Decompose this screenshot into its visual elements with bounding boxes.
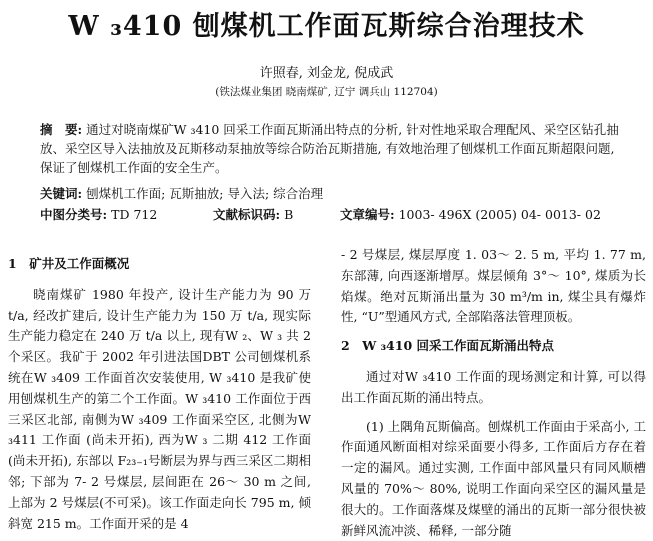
keywords bbox=[40, 184, 620, 202]
affiliation: (铁法煤业集团 晓南煤矿, 辽宁 调兵山 112704) bbox=[215, 86, 438, 98]
paper-title: W ₃410 刨煤机工作面瓦斯综合治理技术 bbox=[68, 11, 585, 42]
left-column bbox=[8, 254, 311, 534]
right-column bbox=[341, 245, 646, 541]
section-2-heading: 2 W ₃410 回采工作面瓦斯涌出特点 bbox=[341, 338, 555, 354]
section-1-heading: 1 矿井及工作面概况 bbox=[8, 256, 130, 271]
article-number bbox=[340, 205, 601, 223]
abstract-text: 通过对晓南煤矿W ₃410 回采工作面瓦斯涌出特点的分析, 针对性地采取合理配风、采空区钻孔抽放、采空区导入法抽放及瓦斯移动泵抽放等综合防治瓦斯措施, 有效地治理了刨煤机工作面瓦斯超限问题, 保证了刨煤机工作面的安全生产。 bbox=[40, 122, 619, 175]
article-label: 文章编号: bbox=[340, 207, 395, 222]
doc-code bbox=[213, 205, 293, 223]
clc-label: 中图分类号: bbox=[40, 207, 108, 222]
keywords-text: 刨煤机工作面; 瓦斯抽放; 导入法; 综合治理 bbox=[86, 186, 324, 201]
abstract bbox=[40, 120, 620, 177]
continued-paragraph: - 2 号煤层, 煤层厚度 1. 03～ 2. 5 m, 平均 1. 77 m, 东部薄, 向西逐渐增厚。煤层倾角 3°～ 10°, 煤质为长焰煤。绝对瓦斯涌出量为 30 m³/m in, 煤尘具有爆炸性, “U”型通风方式, 全部陷落法管理顶板。 bbox=[341, 247, 646, 325]
doc-value: B bbox=[284, 207, 294, 222]
abstract-label: 摘 要: bbox=[40, 122, 83, 137]
authors: 许照春, 刘金龙, 倪成武 bbox=[259, 66, 394, 81]
keywords-label: 关键词: bbox=[40, 186, 83, 201]
doc-label: 文献标识码: bbox=[213, 207, 281, 222]
clc-value: TD 712 bbox=[111, 207, 158, 222]
article-value: 1003- 496X (2005) 04- 0013- 02 bbox=[398, 207, 601, 222]
section-1-paragraph: 晓南煤矿 1980 年投产, 设计生产能力为 90 万 t/a, 经改扩建后, 设计生产能力为 150 万 t/a, 现实际生产能力稳定在 240 万 t/a 以上, 现有W ₂、W ₃ 共 2 个采区。我矿于 2002 年引进法国DBT 公司刨煤机系统在W ₃409 工作面首次安装使用, W ₃410 是我矿使用刨煤机生产的第二个工作面。W ₃410 工作面位于西三采区北部, 南侧为W ₃409 工作面采空区, 北侧为W ₃411 工作面 (尚未开拓), 西为W ₃ 二期 412 工作面(尚未开拓), 东部以 F₂₃₋₁号断层为界与西三采区二期相邻; 下部为 7- 2 号煤层, 层间距在 26～ 30 m 之间, 上部为 2 号煤层(不可采)。该工作面走向长 795 m, 倾斜宽 215 m。工作面开采的是 4 bbox=[8, 286, 311, 531]
section-2-paragraph-2: (1) 上隅角瓦斯偏高。刨煤机工作面由于采高小, 工作面通风断面相对综采面要小得多, 工作面后方存在着一定的漏风。通过实测, 工作面中部风量只有同风顺槽风量的 70%～ 80%, 说明工作面向采空区的漏风量是很大的。工作面落煤及煤壁的涌出的瓦斯一部分很快被新鲜风流冲淡、稀释, 一部分随 bbox=[341, 418, 646, 538]
clc-number bbox=[40, 205, 157, 223]
section-2-paragraph-1: 通过对W ₃410 工作面的现场测定和计算, 可以得出工作面瓦斯的涌出特点。 bbox=[341, 368, 646, 405]
